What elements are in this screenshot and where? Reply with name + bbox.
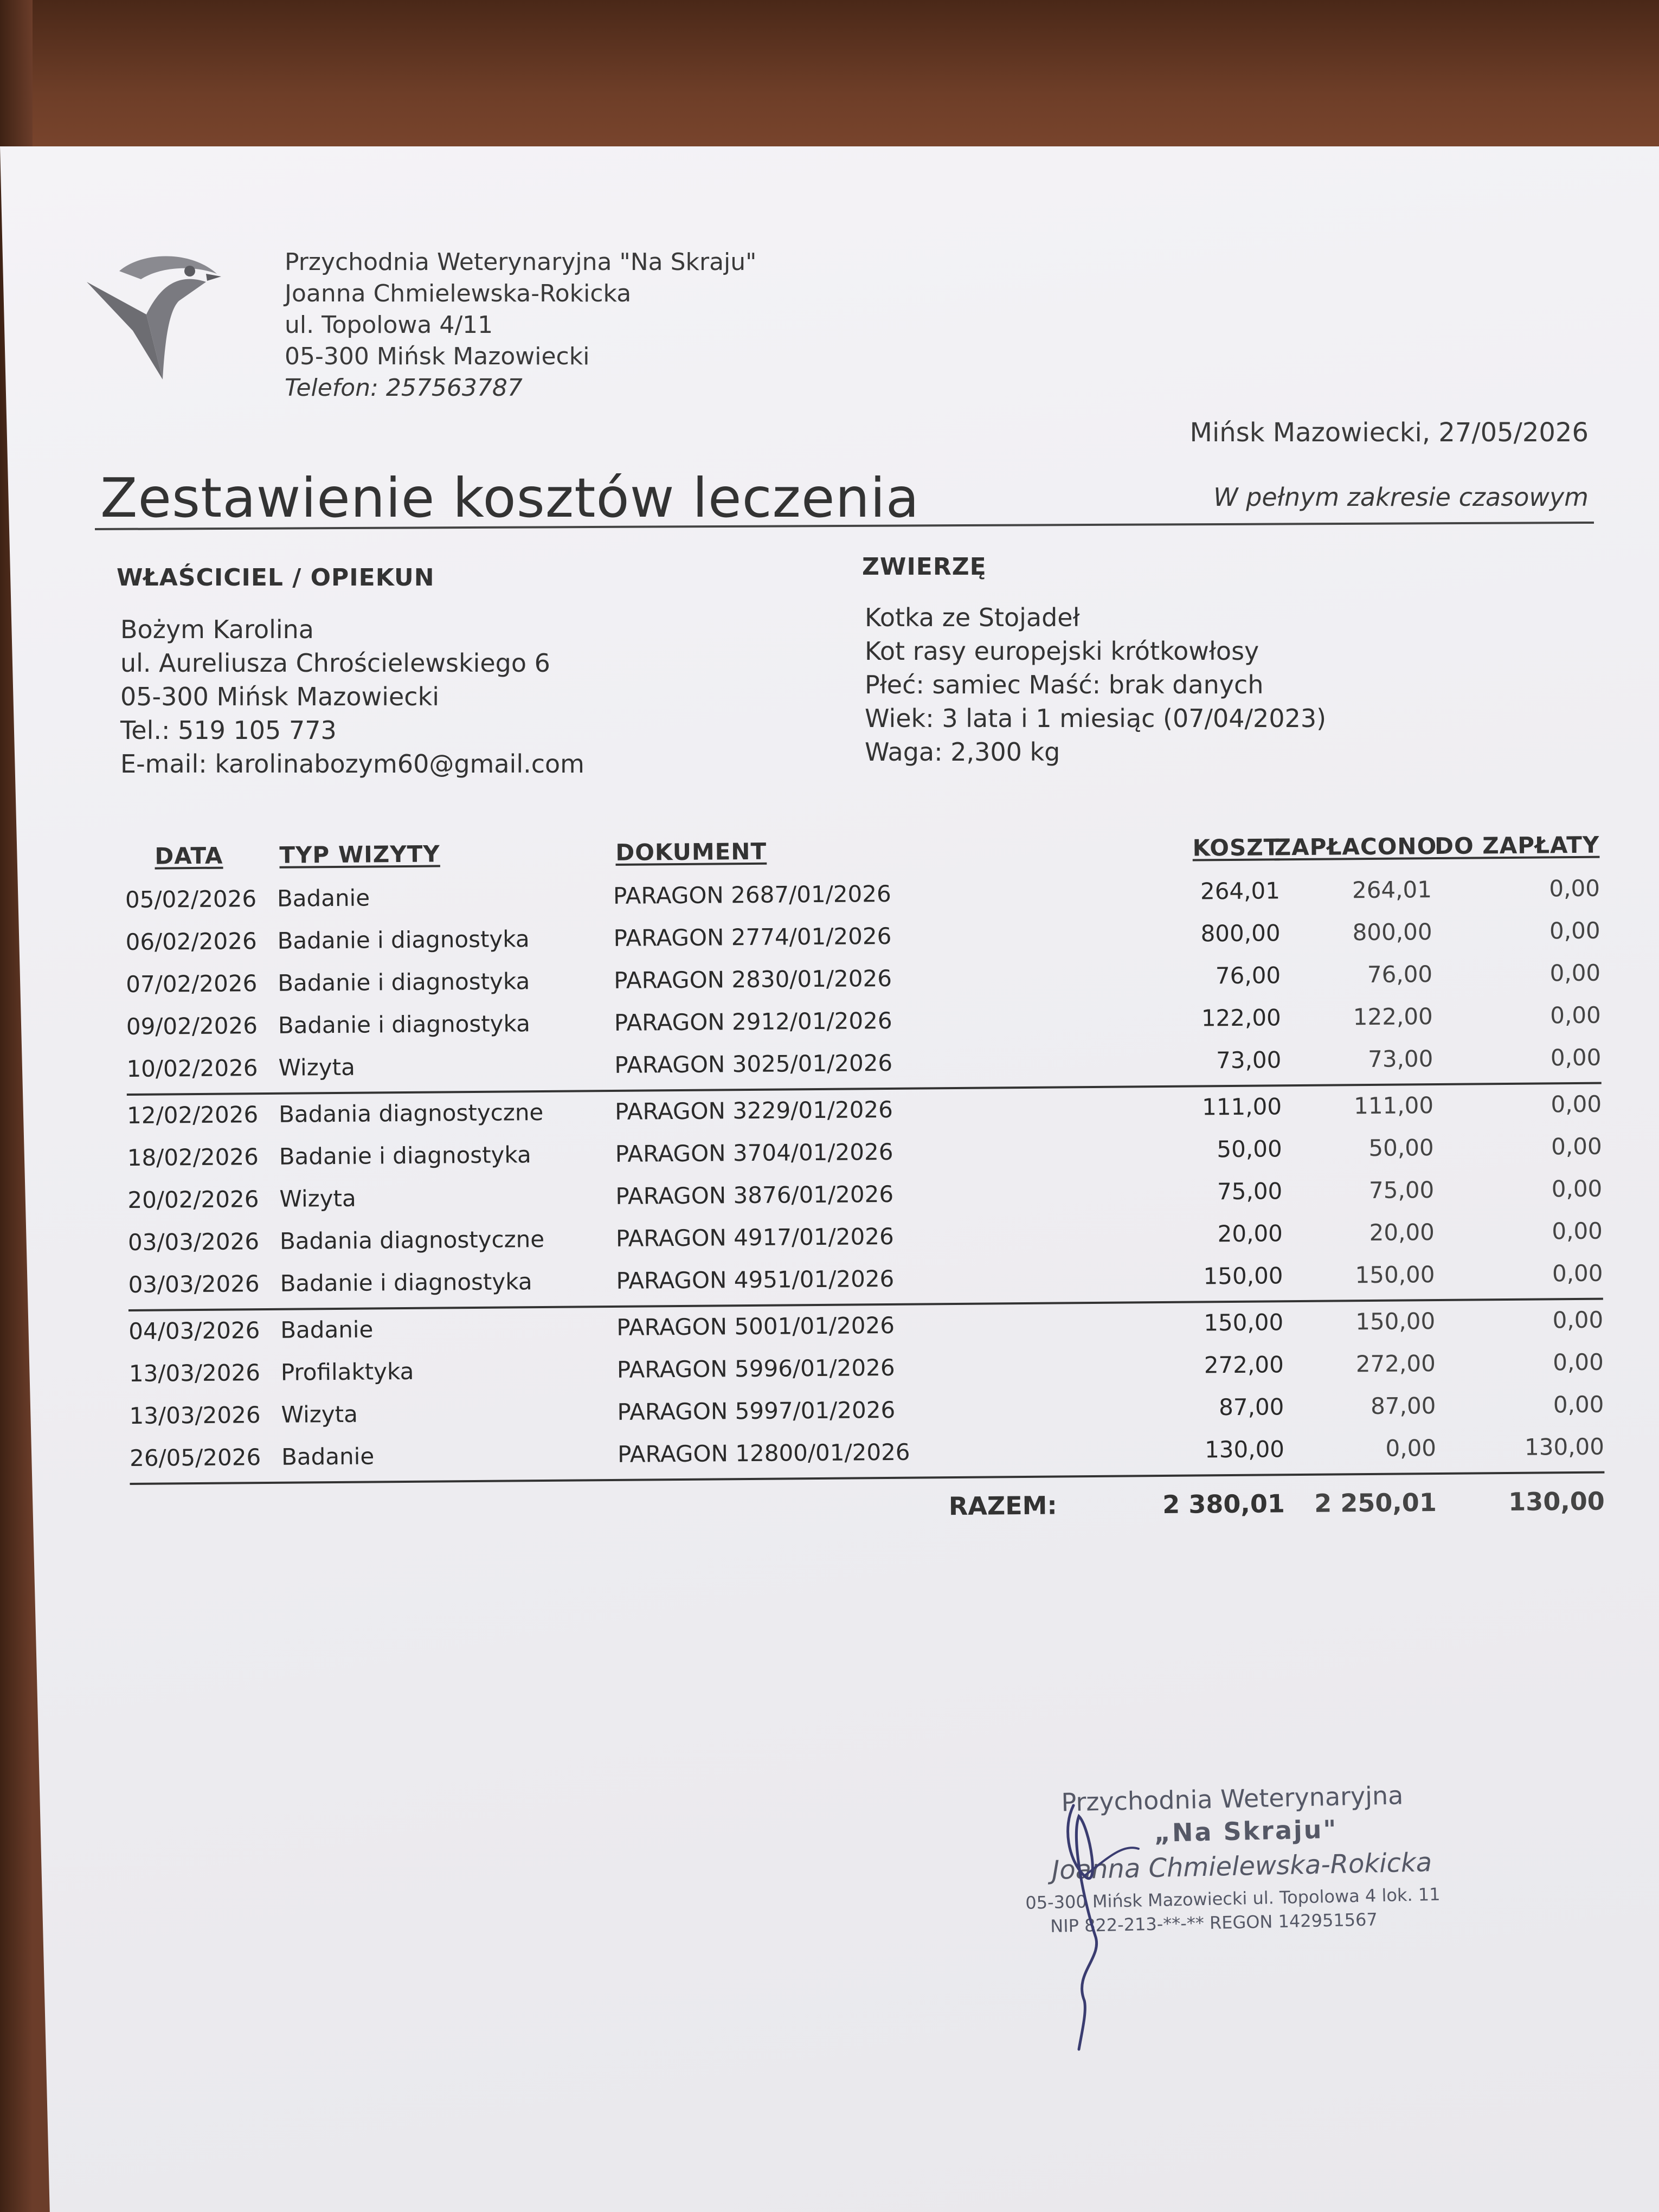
header-visit-type: TYP WIZYTY xyxy=(279,840,440,869)
cell-paid: 150,00 xyxy=(1355,1261,1435,1289)
stamp-line-address: 05-300 Mińsk Mazowiecki ul. Topolowa 4 lok. 11 xyxy=(1025,1883,1441,1913)
animal-sex-color: Płeć: samiec Maść: brak danych xyxy=(865,670,1264,699)
cell-visit-type: Badanie i diagnostyka xyxy=(277,925,530,954)
clinic-owner: Joanna Chmielewska-Rokicka xyxy=(285,280,632,307)
totals-due: 130,00 xyxy=(1508,1486,1605,1516)
cell-due: 0,00 xyxy=(1550,1044,1602,1071)
header-cost: KOSZT xyxy=(1192,834,1280,861)
cell-date: 03/03/2026 xyxy=(128,1270,260,1298)
cell-visit-type: Wizyta xyxy=(279,1185,356,1212)
cell-visit-type: Badanie xyxy=(276,884,370,912)
cell-paid: 73,00 xyxy=(1367,1045,1433,1073)
cell-cost: 150,00 xyxy=(1203,1262,1283,1290)
cell-due: 0,00 xyxy=(1552,1217,1603,1245)
cell-document: PARAGON 3229/01/2026 xyxy=(614,1096,893,1125)
cell-date: 03/03/2026 xyxy=(127,1228,260,1256)
cell-document: PARAGON 3704/01/2026 xyxy=(615,1138,893,1167)
cell-document: PARAGON 2830/01/2026 xyxy=(614,964,892,994)
cell-paid: 264,01 xyxy=(1352,876,1432,904)
cell-visit-type: Badania diagnostyczne xyxy=(278,1098,544,1128)
cell-date: 13/03/2026 xyxy=(128,1359,261,1387)
cell-paid: 20,00 xyxy=(1369,1219,1435,1246)
document-date: Mińsk Mazowiecki, 27/05/2026 xyxy=(1189,417,1589,448)
cell-due: 0,00 xyxy=(1553,1348,1604,1376)
cell-cost: 20,00 xyxy=(1217,1220,1283,1248)
cell-paid: 75,00 xyxy=(1368,1176,1435,1204)
cell-due: 0,00 xyxy=(1552,1259,1603,1287)
cell-paid: 122,00 xyxy=(1353,1003,1433,1031)
cell-cost: 122,00 xyxy=(1201,1004,1281,1032)
cell-visit-type: Badanie xyxy=(280,1316,374,1343)
stamp-line-owner: Joanna Chmielewska-Rokicka xyxy=(1051,1847,1432,1886)
cell-date: 10/02/2026 xyxy=(126,1054,258,1082)
clinic-street: ul. Topolowa 4/11 xyxy=(285,311,493,339)
cell-due: 0,00 xyxy=(1551,1175,1603,1203)
animal-breed: Kot rasy europejski krótkowłosy xyxy=(865,636,1259,666)
cell-date: 13/03/2026 xyxy=(129,1401,261,1429)
header-due: DO ZAPŁATY xyxy=(1434,831,1600,860)
owner-name: Bożym Karolina xyxy=(120,615,314,644)
cell-due: 0,00 xyxy=(1549,959,1601,987)
clinic-logo-icon xyxy=(81,249,222,385)
cell-due: 0,00 xyxy=(1551,1133,1602,1160)
cell-due: 0,00 xyxy=(1553,1391,1604,1418)
cell-paid: 0,00 xyxy=(1385,1435,1437,1462)
cell-date: 04/03/2026 xyxy=(128,1317,260,1345)
cell-document: PARAGON 5997/01/2026 xyxy=(617,1396,896,1425)
cell-date: 07/02/2026 xyxy=(126,970,258,998)
animal-info xyxy=(865,601,1326,769)
clinic-header xyxy=(285,247,756,404)
clinic-city: 05-300 Mińsk Mazowiecki xyxy=(285,343,590,370)
cell-document: PARAGON 4917/01/2026 xyxy=(615,1223,894,1252)
cell-date: 20/02/2026 xyxy=(127,1186,259,1213)
totals-paid: 2 250,01 xyxy=(1314,1488,1437,1518)
cell-cost: 264,01 xyxy=(1200,877,1281,905)
animal-weight: Waga: 2,300 kg xyxy=(865,737,1060,767)
cell-paid: 150,00 xyxy=(1355,1308,1436,1335)
cell-cost: 76,00 xyxy=(1215,962,1281,989)
clinic-phone: Telefon: 257563787 xyxy=(285,374,523,402)
cell-visit-type: Badanie i diagnostyka xyxy=(280,1268,532,1297)
cell-paid: 800,00 xyxy=(1352,918,1432,946)
cell-document: PARAGON 12800/01/2026 xyxy=(617,1438,910,1468)
cell-due: 0,00 xyxy=(1552,1306,1604,1334)
clinic-name: Przychodnia Weterynaryjna "Na Skraju" xyxy=(285,248,757,276)
cell-paid: 76,00 xyxy=(1367,961,1433,988)
cell-date: 12/02/2026 xyxy=(126,1101,259,1129)
cell-visit-type: Wizyta xyxy=(278,1053,356,1081)
owner-heading: WŁAŚCICIEL / OPIEKUN xyxy=(117,564,435,591)
header-date: DATA xyxy=(155,842,223,870)
cell-date: 09/02/2026 xyxy=(126,1012,258,1040)
cell-visit-type: Profilaktyka xyxy=(280,1358,414,1386)
owner-city: 05-300 Mińsk Mazowiecki xyxy=(120,682,439,711)
cell-due: 0,00 xyxy=(1549,874,1600,902)
cell-date: 26/05/2026 xyxy=(129,1444,261,1471)
cell-date: 18/02/2026 xyxy=(127,1143,259,1171)
document-title: Zestawienie kosztów leczenia xyxy=(100,466,920,530)
cell-paid: 111,00 xyxy=(1353,1092,1434,1120)
cell-document: PARAGON 4951/01/2026 xyxy=(616,1265,895,1294)
animal-age: Wiek: 3 lata i 1 miesiąc (07/04/2023) xyxy=(865,704,1327,733)
cell-paid: 50,00 xyxy=(1368,1134,1434,1161)
cell-document: PARAGON 3876/01/2026 xyxy=(615,1180,894,1210)
header-document: DOKUMENT xyxy=(615,838,767,866)
stamp-line-nip-regon: NIP 822-213-**-** REGON 142951567 xyxy=(1050,1909,1378,1937)
cell-cost: 800,00 xyxy=(1200,919,1281,947)
cell-due: 0,00 xyxy=(1549,917,1600,944)
cell-paid: 87,00 xyxy=(1370,1392,1436,1419)
cell-due: 0,00 xyxy=(1550,1001,1601,1029)
totals-label: RAZEM: xyxy=(948,1490,1058,1521)
cell-due: 130,00 xyxy=(1524,1433,1605,1461)
cell-cost: 150,00 xyxy=(1204,1309,1284,1336)
cell-cost: 111,00 xyxy=(1201,1093,1282,1121)
cell-cost: 73,00 xyxy=(1216,1046,1282,1074)
cell-due: 0,00 xyxy=(1551,1090,1602,1118)
cell-cost: 130,00 xyxy=(1204,1436,1285,1463)
owner-street: ul. Aureliusza Chrościelewskiego 6 xyxy=(120,648,550,678)
cell-visit-type: Badanie i diagnostyka xyxy=(278,968,530,996)
signature xyxy=(1052,1795,1160,2055)
cell-date: 05/02/2026 xyxy=(125,885,257,913)
header-paid: ZAPŁACONO xyxy=(1274,832,1437,861)
cell-document: PARAGON 3025/01/2026 xyxy=(614,1049,893,1078)
stamp-line-clinic: Przychodnia Weterynaryjna xyxy=(1060,1780,1404,1817)
totals-cost: 2 380,01 xyxy=(1162,1489,1285,1520)
cell-date: 06/02/2026 xyxy=(125,928,257,955)
animal-heading: ZWIERZĘ xyxy=(862,553,987,581)
cell-cost: 75,00 xyxy=(1217,1178,1283,1205)
cell-visit-type: Wizyta xyxy=(281,1400,358,1428)
animal-name: Kotka ze Stojadeł xyxy=(865,603,1080,632)
cell-document: PARAGON 2774/01/2026 xyxy=(613,922,892,951)
stamp-line-name: „Na Skraju" xyxy=(1154,1814,1338,1848)
cell-document: PARAGON 5001/01/2026 xyxy=(616,1311,895,1341)
owner-info xyxy=(120,613,584,781)
cell-paid: 272,00 xyxy=(1355,1350,1436,1378)
cell-document: PARAGON 2687/01/2026 xyxy=(613,880,891,909)
cell-visit-type: Badanie xyxy=(281,1443,375,1470)
owner-email: E-mail: karolinabozym60@gmail.com xyxy=(120,749,584,779)
cell-cost: 272,00 xyxy=(1204,1351,1284,1379)
cell-document: PARAGON 2912/01/2026 xyxy=(614,1007,892,1036)
wooden-table-background xyxy=(0,0,1659,157)
cell-cost: 50,00 xyxy=(1217,1135,1282,1163)
cell-cost: 87,00 xyxy=(1218,1393,1284,1421)
cell-document: PARAGON 5996/01/2026 xyxy=(616,1354,895,1383)
cost-table xyxy=(125,818,1605,1521)
cell-visit-type: Badanie i diagnostyka xyxy=(279,1141,531,1170)
cell-visit-type: Badania diagnostyczne xyxy=(279,1225,545,1255)
cell-visit-type: Badanie i diagnostyka xyxy=(278,1010,531,1039)
owner-phone: Tel.: 519 105 773 xyxy=(120,716,337,745)
document-subtitle: W pełnym zakresie czasowym xyxy=(1213,483,1589,512)
